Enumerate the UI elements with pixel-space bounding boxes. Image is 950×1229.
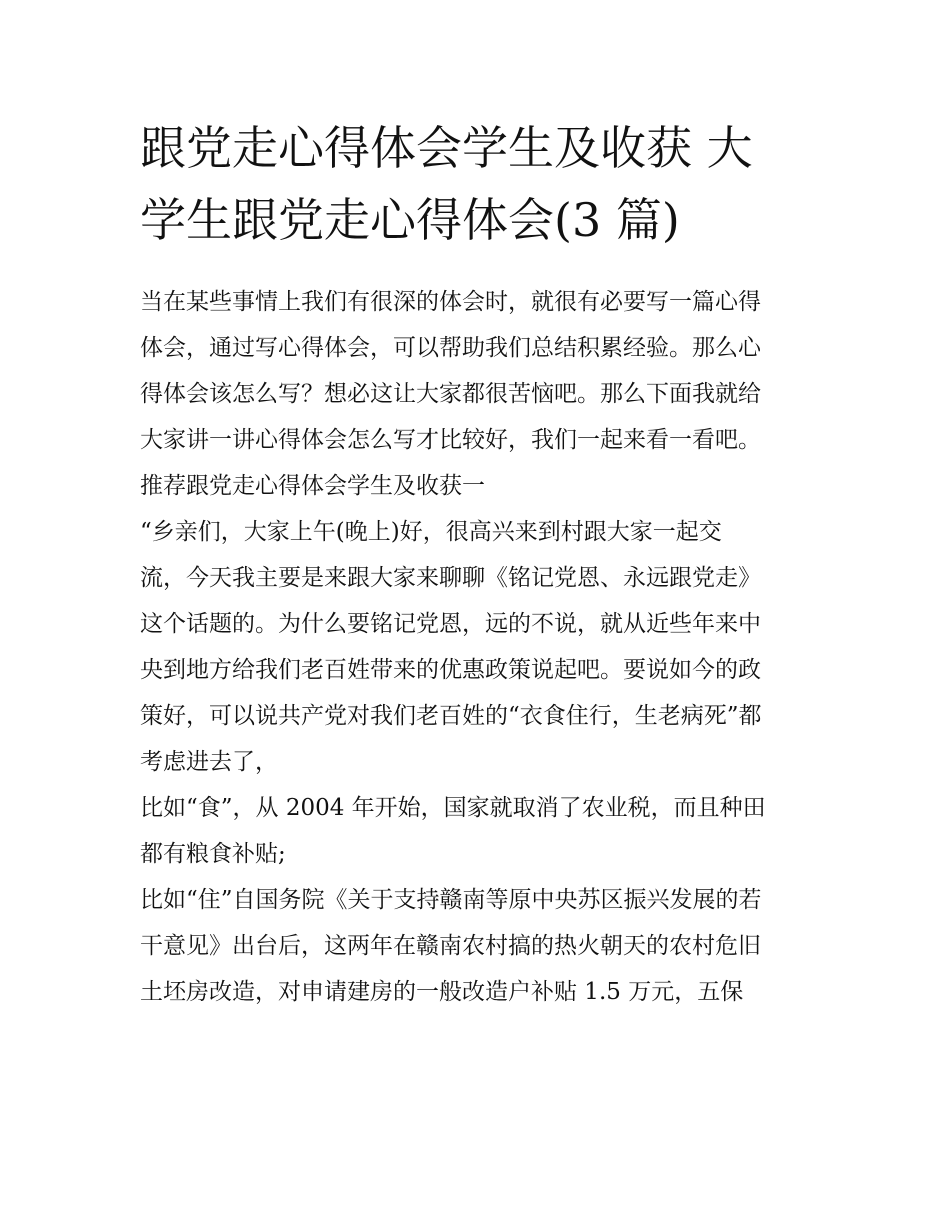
document-title (140, 112, 830, 256)
body-line: 体会，通过写心得体会，可以帮助我们总结积累经验。那么心 (140, 335, 761, 361)
body-line: 央到地方给我们老百姓带来的优惠政策说起吧。要说如今的政 (140, 657, 761, 683)
body-line: 比如“食”，从 2004 年开始，国家就取消了农业税，而且种田 (140, 795, 766, 821)
document-body (140, 279, 820, 1015)
body-line: 大家讲一讲心得体会怎么写才比较好，我们一起来看一看吧。 (140, 427, 761, 453)
body-line: 得体会该怎么写？想必这让大家都很苦恼吧。那么下面我就给 (140, 381, 761, 407)
body-line: 这个话题的。为什么要铭记党恩，远的不说，就从近些年来中 (140, 611, 761, 637)
body-line: 土坯房改造，对申请建房的一般改造户补贴 1.5 万元，五保 (140, 979, 744, 1005)
title-line: 跟党走心得体会学生及收获 大 (140, 121, 753, 175)
body-line: “乡亲们，大家上午(晚上)好，很高兴来到村跟大家一起交 (140, 519, 722, 545)
section-heading: 推荐跟党走心得体会学生及收获一 (140, 473, 485, 499)
body-line: 流，今天我主要是来跟大家来聊聊《铭记党恩、永远跟党走》 (140, 565, 761, 591)
body-line: 考虑进去了， (140, 749, 278, 775)
body-line: 比如“住”自国务院《关于支持赣南等原中央苏区振兴发展的若 (140, 887, 762, 913)
body-line: 策好，可以说共产党对我们老百姓的“衣食住行，生老病死”都 (140, 703, 762, 729)
title-line: 学生跟党走心得体会(3 篇) (140, 193, 680, 247)
body-line: 干意见》出台后，这两年在赣南农村搞的热火朝天的农村危旧 (140, 933, 761, 959)
body-line: 当在某些事情上我们有很深的体会时，就很有必要写一篇心得 (140, 289, 761, 315)
body-line: 都有粮食补贴; (140, 841, 286, 867)
